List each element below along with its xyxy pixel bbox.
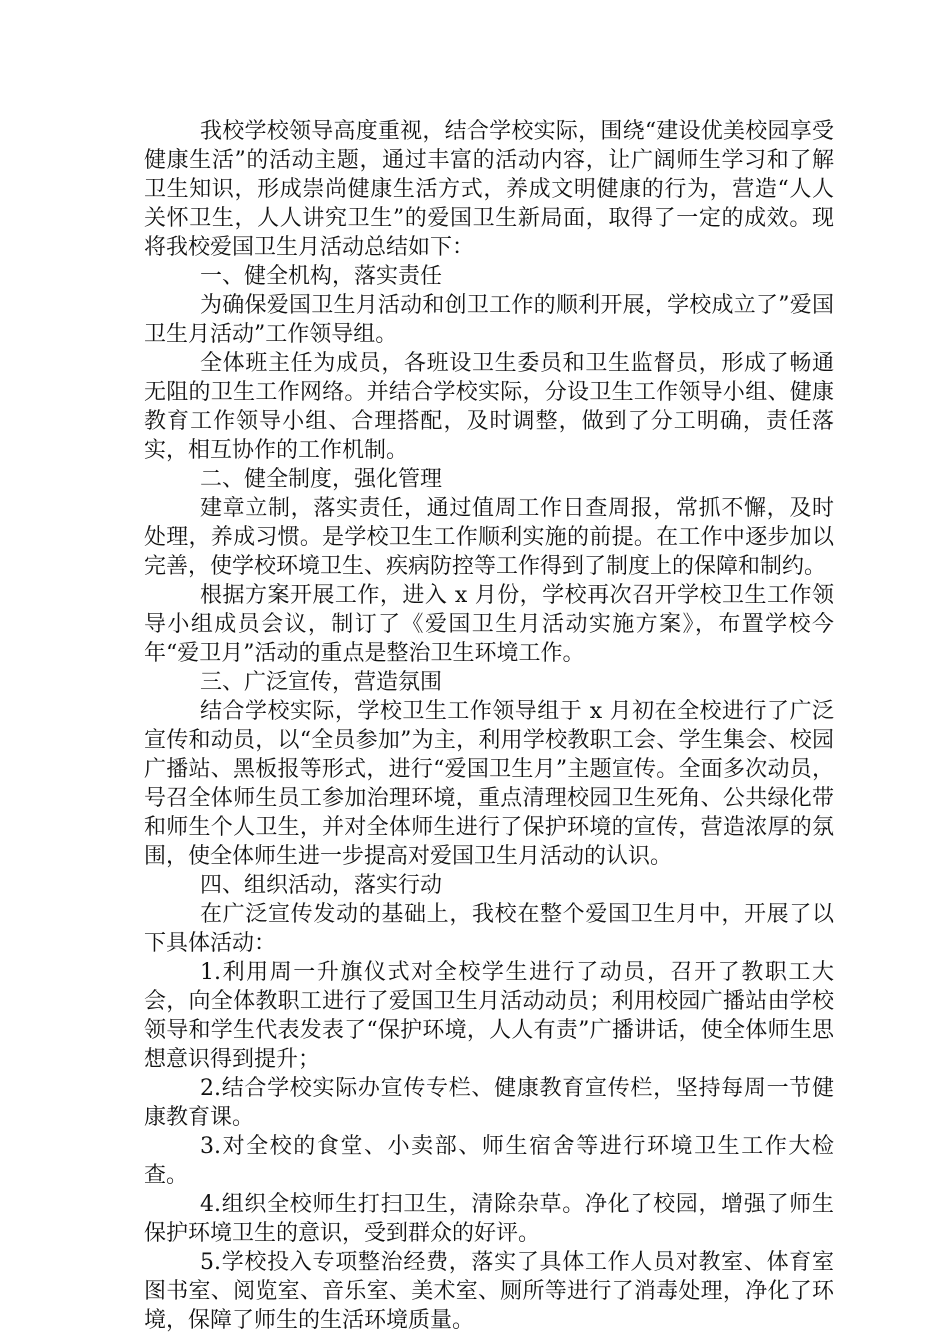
list-item-5: 5.学校投入专项整治经费，落实了具体工作人员对教室、体育室图书室、阅览室、音乐室、美术室、厕所等进行了消毒处理，净化了环境，保障了师生的生活环境质量。	[144, 1250, 834, 1333]
body-paragraph: 为确保爱国卫生月活动和创卫工作的顺利开展，学校成立了”爱国卫生月活动”工作领导组。	[144, 293, 834, 347]
list-item-3: 3.对全校的食堂、小卖部、师生宿舍等进行环境卫生工作大检查。	[144, 1134, 834, 1188]
section-heading-3: 三、广泛宣传，营造氛围	[200, 670, 443, 695]
list-item-2: 2.结合学校实际办宣传专栏、健康教育宣传栏，坚持每周一节健康教育课。	[144, 1076, 834, 1130]
list-item-1: 1.利用周一升旗仪式对全校学生进行了动员，召开了教职工大会，向全体教职工进行了爱国卫生月活动动员；利用校园广播站由学校领导和学生代表发表了“保护环境，人人有责”广播讲话，使全体师生思想意识得到提升；	[144, 960, 834, 1072]
section-heading-1: 一、健全机构，落实责任	[200, 264, 443, 289]
document-body	[144, 117, 834, 1335]
body-paragraph: 在广泛宣传发动的基础上，我校在整个爱国卫生月中，开展了以下具体活动：	[144, 902, 834, 956]
body-paragraph: 全体班主任为成员，各班设卫生委员和卫生监督员，形成了畅通无阻的卫生工作网络。并结合学校实际，分设卫生工作领导小组、健康教育工作领导小组、合理搭配，及时调整，做到了分工明确，责任落实，相互协作的工作机制。	[144, 351, 834, 463]
section-heading-4: 四、组织活动，落实行动	[200, 873, 443, 898]
intro-paragraph: 我校学校领导高度重视，结合学校实际，围绕“建设优美校园享受健康生活”的活动主题，通过丰富的活动内容，让广阔师生学习和了解卫生知识，形成崇尚健康生活方式，养成文明健康的行为，营造“人人关怀卫生，人人讲究卫生”的爱国卫生新局面，取得了一定的成效。现将我校爱国卫生月活动总结如下：	[144, 119, 834, 260]
body-paragraph: 结合学校实际，学校卫生工作领导组于 x 月初在全校进行了广泛宣传和动员，以“全员参加”为主，利用学校教职工会、学生集会、校园广播站、黑板报等形式，进行“爱国卫生月”主题宣传。全面多次动员，号召全体师生员工参加治理环境，重点清理校园卫生死角、公共绿化带和师生个人卫生，并对全体师生进行了保护环境的宣传，营造浓厚的氛围，使全体师生进一步提高对爱国卫生月活动的认识。	[144, 699, 834, 869]
list-item-4: 4.组织全校师生打扫卫生，清除杂草。净化了校园，增强了师生保护环境卫生的意识，受到群众的好评。	[144, 1192, 834, 1246]
section-heading-2: 二、健全制度，强化管理	[200, 467, 443, 492]
body-paragraph: 根据方案开展工作，进入 x 月份，学校再次召开学校卫生工作领导小组成员会议，制订了《爱国卫生月活动实施方案》，布置学校今年“爱卫月”活动的重点是整治卫生环境工作。	[144, 583, 834, 666]
body-paragraph: 建章立制，落实责任，通过值周工作日查周报，常抓不懈，及时处理，养成习惯。是学校卫生工作顺利实施的前提。在工作中逐步加以完善，使学校环境卫生、疾病防控等工作得到了制度上的保障和制约。	[144, 496, 834, 579]
